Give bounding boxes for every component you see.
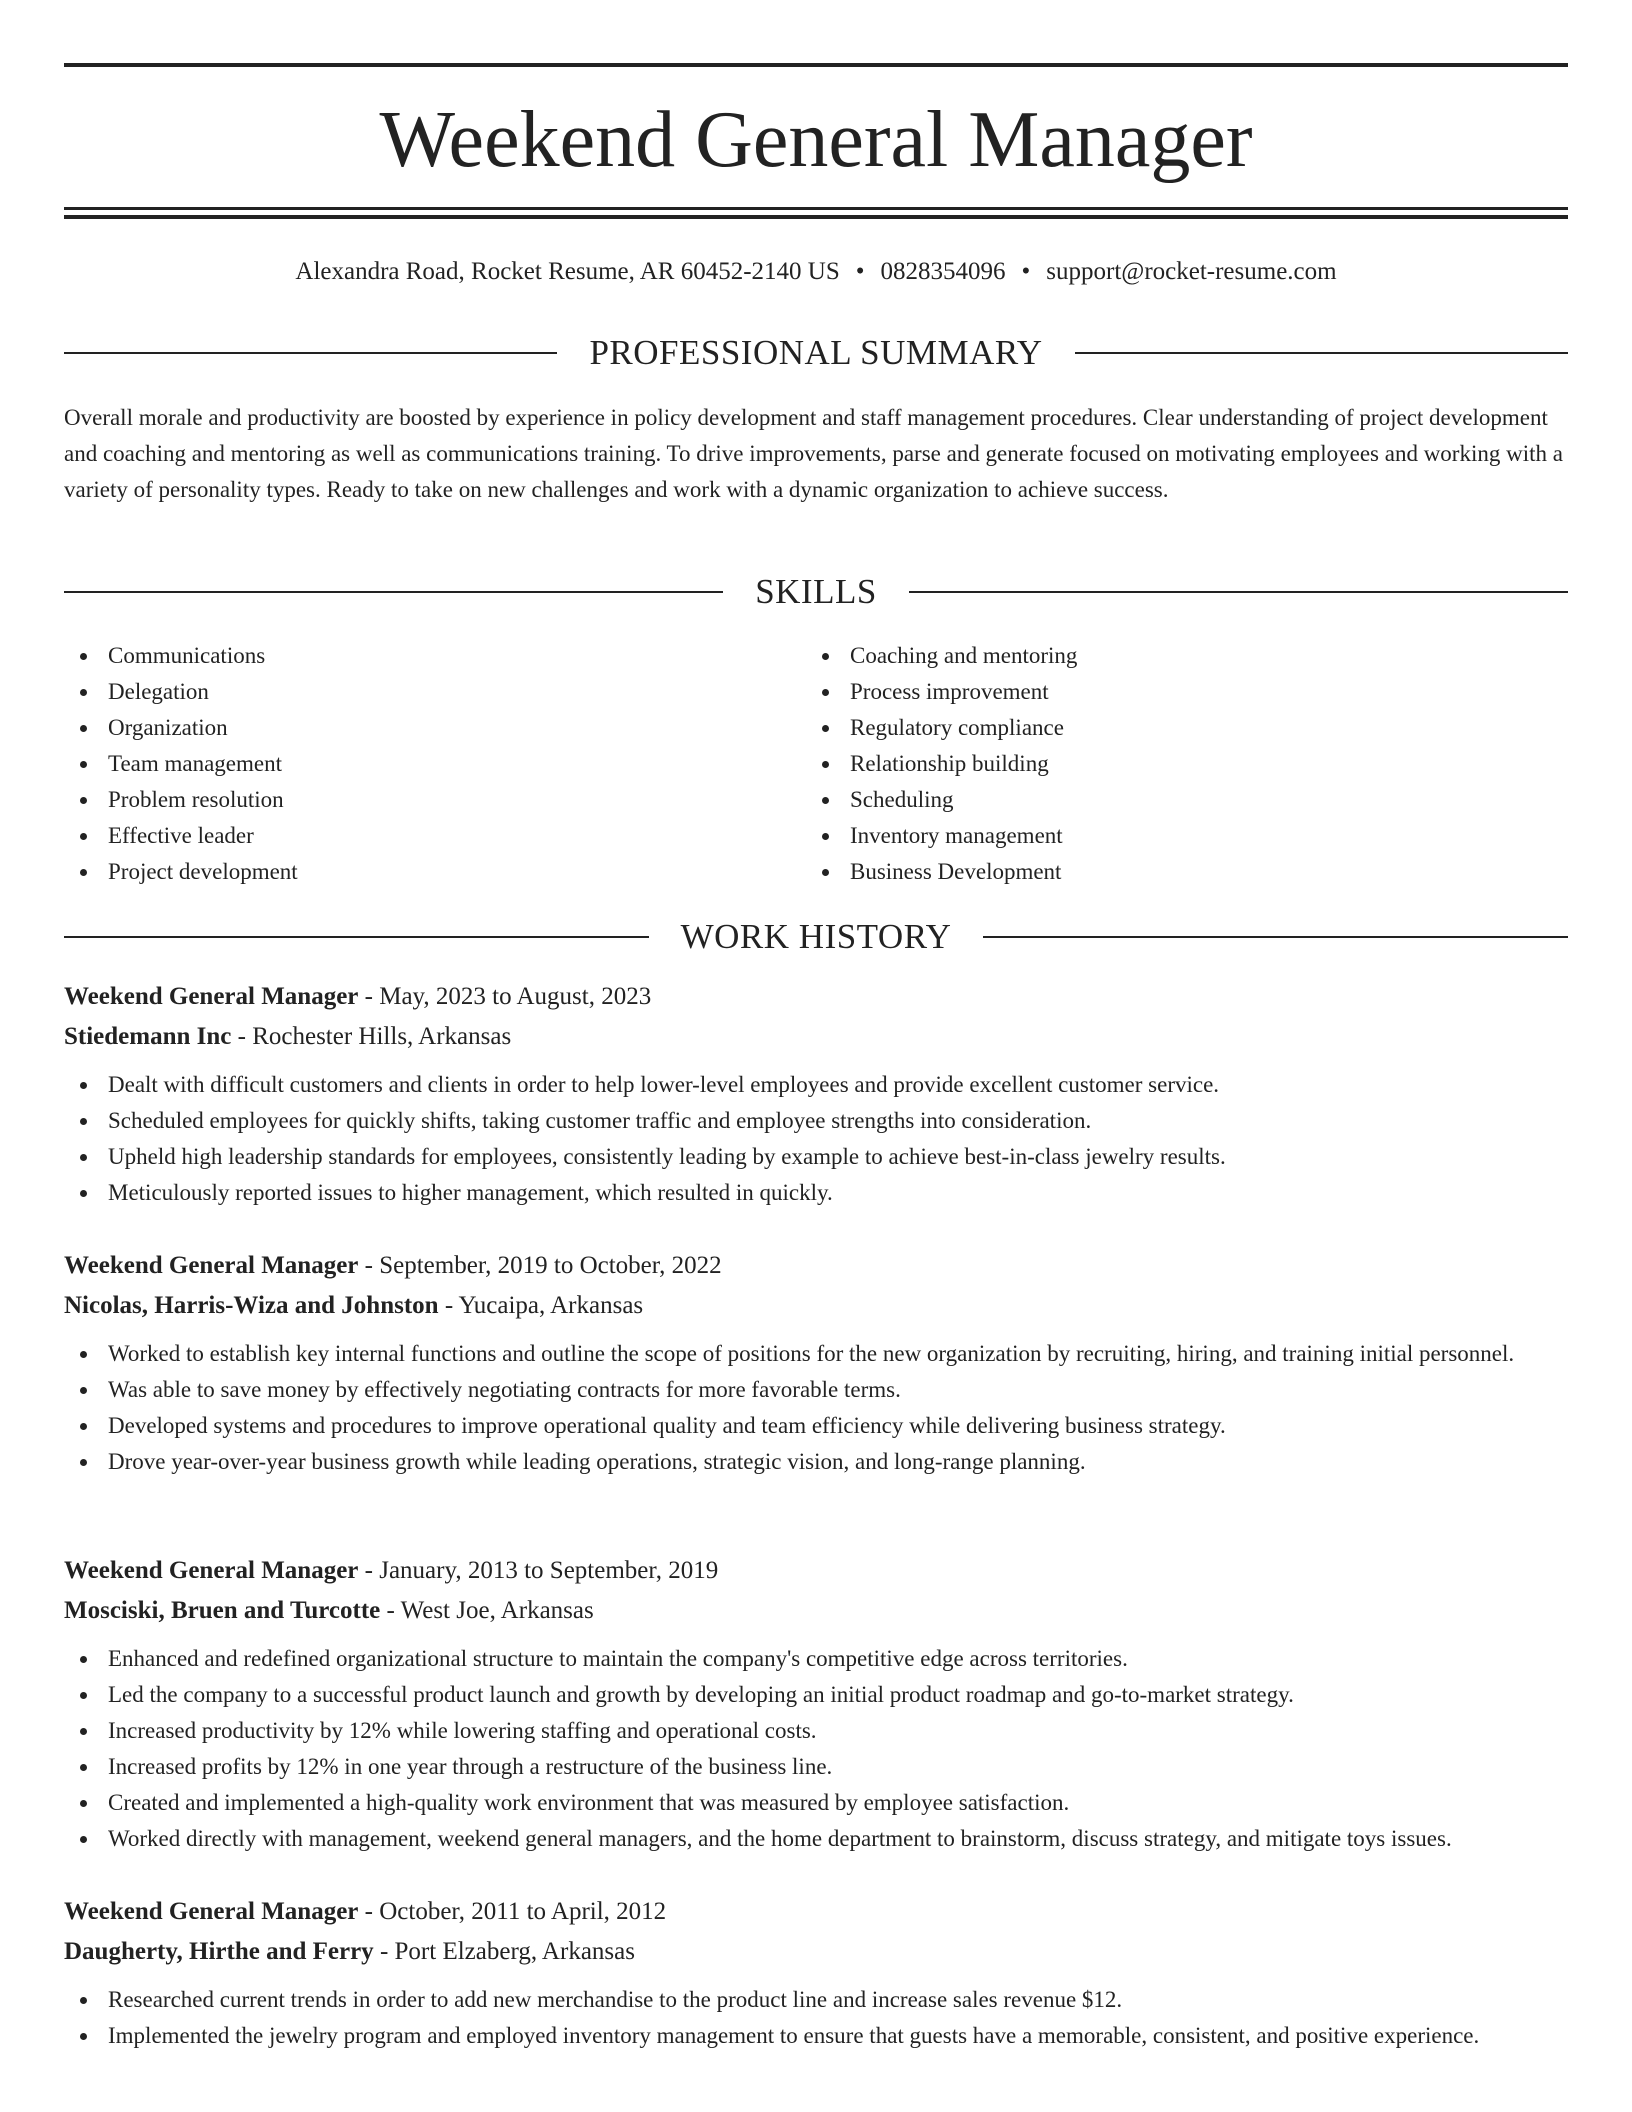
skills-column-right bbox=[806, 638, 1548, 890]
job-company-line bbox=[64, 1017, 1568, 1057]
heading-rule-right bbox=[1075, 352, 1568, 354]
job-bullet: Led the company to a successful product launch and growth by developing an initial product roadmap and go-to-market strategy. bbox=[64, 1677, 1568, 1713]
job-bullet: Scheduled employees for quickly shifts, taking customer traffic and employee strengths into consideration. bbox=[64, 1103, 1568, 1139]
skill-item: Business Development bbox=[806, 854, 1548, 890]
job-bullet: Increased productivity by 12% while lowering staffing and operational costs. bbox=[64, 1713, 1568, 1749]
job-title: Weekend General Manager bbox=[64, 1898, 359, 1925]
job-bullets bbox=[64, 1982, 1568, 2054]
skill-item: Scheduling bbox=[806, 782, 1548, 818]
job-bullet: Enhanced and redefined organizational structure to maintain the company's competitive edge across territories. bbox=[64, 1641, 1568, 1677]
job-title: Weekend General Manager bbox=[64, 1252, 359, 1279]
title-double-rule bbox=[64, 207, 1568, 219]
job-bullet: Researched current trends in order to add new merchandise to the product line and increase sales revenue $12. bbox=[64, 1982, 1568, 2018]
heading-rule-left bbox=[64, 591, 723, 593]
job-location: - Yucaipa, Arkansas bbox=[438, 1292, 644, 1319]
skill-item: Process improvement bbox=[806, 674, 1548, 710]
contact-address: Alexandra Road, Rocket Resume, AR 60452-2140 US bbox=[295, 258, 840, 285]
skill-item: Coaching and mentoring bbox=[806, 638, 1548, 674]
job-title-line bbox=[64, 977, 1568, 1017]
skill-item: Regulatory compliance bbox=[806, 710, 1548, 746]
skill-item: Effective leader bbox=[64, 818, 806, 854]
job-bullet: Worked to establish key internal functions and outline the scope of positions for the new organization by recruiting, hiring, and training initial personnel. bbox=[64, 1336, 1568, 1372]
skill-item: Relationship building bbox=[806, 746, 1548, 782]
top-rule bbox=[64, 63, 1568, 67]
job-entry bbox=[64, 977, 1568, 1211]
job-company-line bbox=[64, 1591, 1568, 1631]
skill-item: Delegation bbox=[64, 674, 806, 710]
skills-list bbox=[64, 638, 1568, 890]
job-bullet: Was able to save money by effectively negotiating contracts for more favorable terms. bbox=[64, 1372, 1568, 1408]
summary-text: Overall morale and productivity are boosted by experience in policy development and staff management procedures. Clear understanding of project development and coaching and mentoring as well as communications training. To drive improvements, parse and generate focused on motivating employees and working with a variety of personality types. Ready to take on new challenges and work with a dynamic organization to achieve success. bbox=[64, 405, 1563, 502]
summary-heading bbox=[64, 331, 1568, 375]
job-bullet: Increased profits by 12% in one year through a restructure of the business line. bbox=[64, 1749, 1568, 1785]
job-location: - Rochester Hills, Arkansas bbox=[231, 1023, 512, 1050]
job-bullets bbox=[64, 1067, 1568, 1211]
skill-item: Inventory management bbox=[806, 818, 1548, 854]
job-dates: - January, 2013 to September, 2019 bbox=[358, 1557, 719, 1584]
job-bullet: Implemented the jewelry program and employed inventory management to ensure that guests have a memorable, consistent, and positive experience. bbox=[64, 2018, 1568, 2054]
heading-rule-left bbox=[64, 352, 557, 354]
contact-line bbox=[64, 254, 1568, 290]
job-title: Weekend General Manager bbox=[64, 1557, 359, 1584]
job-location: - West Joe, Arkansas bbox=[380, 1597, 594, 1624]
job-entry bbox=[64, 1551, 1568, 1857]
job-bullet: Meticulously reported issues to higher management, which resulted in quickly. bbox=[64, 1175, 1568, 1211]
job-bullet: Developed systems and procedures to improve operational quality and team efficiency while delivering business strategy. bbox=[64, 1408, 1568, 1444]
heading-rule-left bbox=[64, 936, 649, 938]
job-bullet: Dealt with difficult customers and clients in order to help lower-level employees and provide excellent customer service. bbox=[64, 1067, 1568, 1103]
job-title-line bbox=[64, 1892, 1568, 1932]
job-entry bbox=[64, 1892, 1568, 2054]
job-bullets bbox=[64, 1336, 1568, 1480]
work-history-heading bbox=[64, 915, 1568, 959]
resume-title: Weekend General Manager bbox=[379, 96, 1253, 184]
skill-item: Team management bbox=[64, 746, 806, 782]
heading-rule-right bbox=[983, 936, 1568, 938]
job-company: Nicolas, Harris-Wiza and Johnston bbox=[64, 1292, 439, 1319]
skill-item: Problem resolution bbox=[64, 782, 806, 818]
job-bullet: Upheld high leadership standards for employees, consistently leading by example to achieve best-in-class jewelry results. bbox=[64, 1139, 1568, 1175]
job-dates: - May, 2023 to August, 2023 bbox=[358, 983, 652, 1010]
job-title: Weekend General Manager bbox=[64, 983, 359, 1010]
skills-heading-label: SKILLS bbox=[755, 572, 877, 611]
job-title-line bbox=[64, 1246, 1568, 1286]
skill-item: Organization bbox=[64, 710, 806, 746]
skill-item: Communications bbox=[64, 638, 806, 674]
contact-email: support@rocket-resume.com bbox=[1046, 258, 1337, 285]
summary-heading-label: PROFESSIONAL SUMMARY bbox=[589, 333, 1043, 372]
contact-separator: • bbox=[855, 258, 865, 285]
job-company: Stiedemann Inc bbox=[64, 1023, 232, 1050]
job-title-line bbox=[64, 1551, 1568, 1591]
job-bullet: Created and implemented a high-quality work environment that was measured by employee satisfaction. bbox=[64, 1785, 1568, 1821]
job-company: Daugherty, Hirthe and Ferry bbox=[64, 1938, 374, 1965]
job-bullets bbox=[64, 1641, 1568, 1857]
job-bullet: Drove year-over-year business growth while leading operations, strategic vision, and long-range planning. bbox=[64, 1444, 1568, 1480]
job-company-line bbox=[64, 1932, 1568, 1972]
job-bullet: Worked directly with management, weekend general managers, and the home department to brainstorm, discuss strategy, and mitigate toys issues. bbox=[64, 1821, 1568, 1857]
heading-rule-right bbox=[909, 591, 1568, 593]
job-dates: - September, 2019 to October, 2022 bbox=[358, 1252, 722, 1279]
job-entry bbox=[64, 1246, 1568, 1480]
job-company: Mosciski, Bruen and Turcotte bbox=[64, 1597, 381, 1624]
skill-item: Project development bbox=[64, 854, 806, 890]
job-dates: - October, 2011 to April, 2012 bbox=[358, 1898, 667, 1925]
job-company-line bbox=[64, 1286, 1568, 1326]
work-history-heading-label: WORK HISTORY bbox=[680, 917, 952, 956]
skills-column-left bbox=[64, 638, 806, 890]
contact-separator: • bbox=[1021, 258, 1031, 285]
contact-phone: 0828354096 bbox=[880, 258, 1006, 285]
skills-heading bbox=[64, 570, 1568, 614]
job-location: - Port Elzaberg, Arkansas bbox=[373, 1938, 635, 1965]
